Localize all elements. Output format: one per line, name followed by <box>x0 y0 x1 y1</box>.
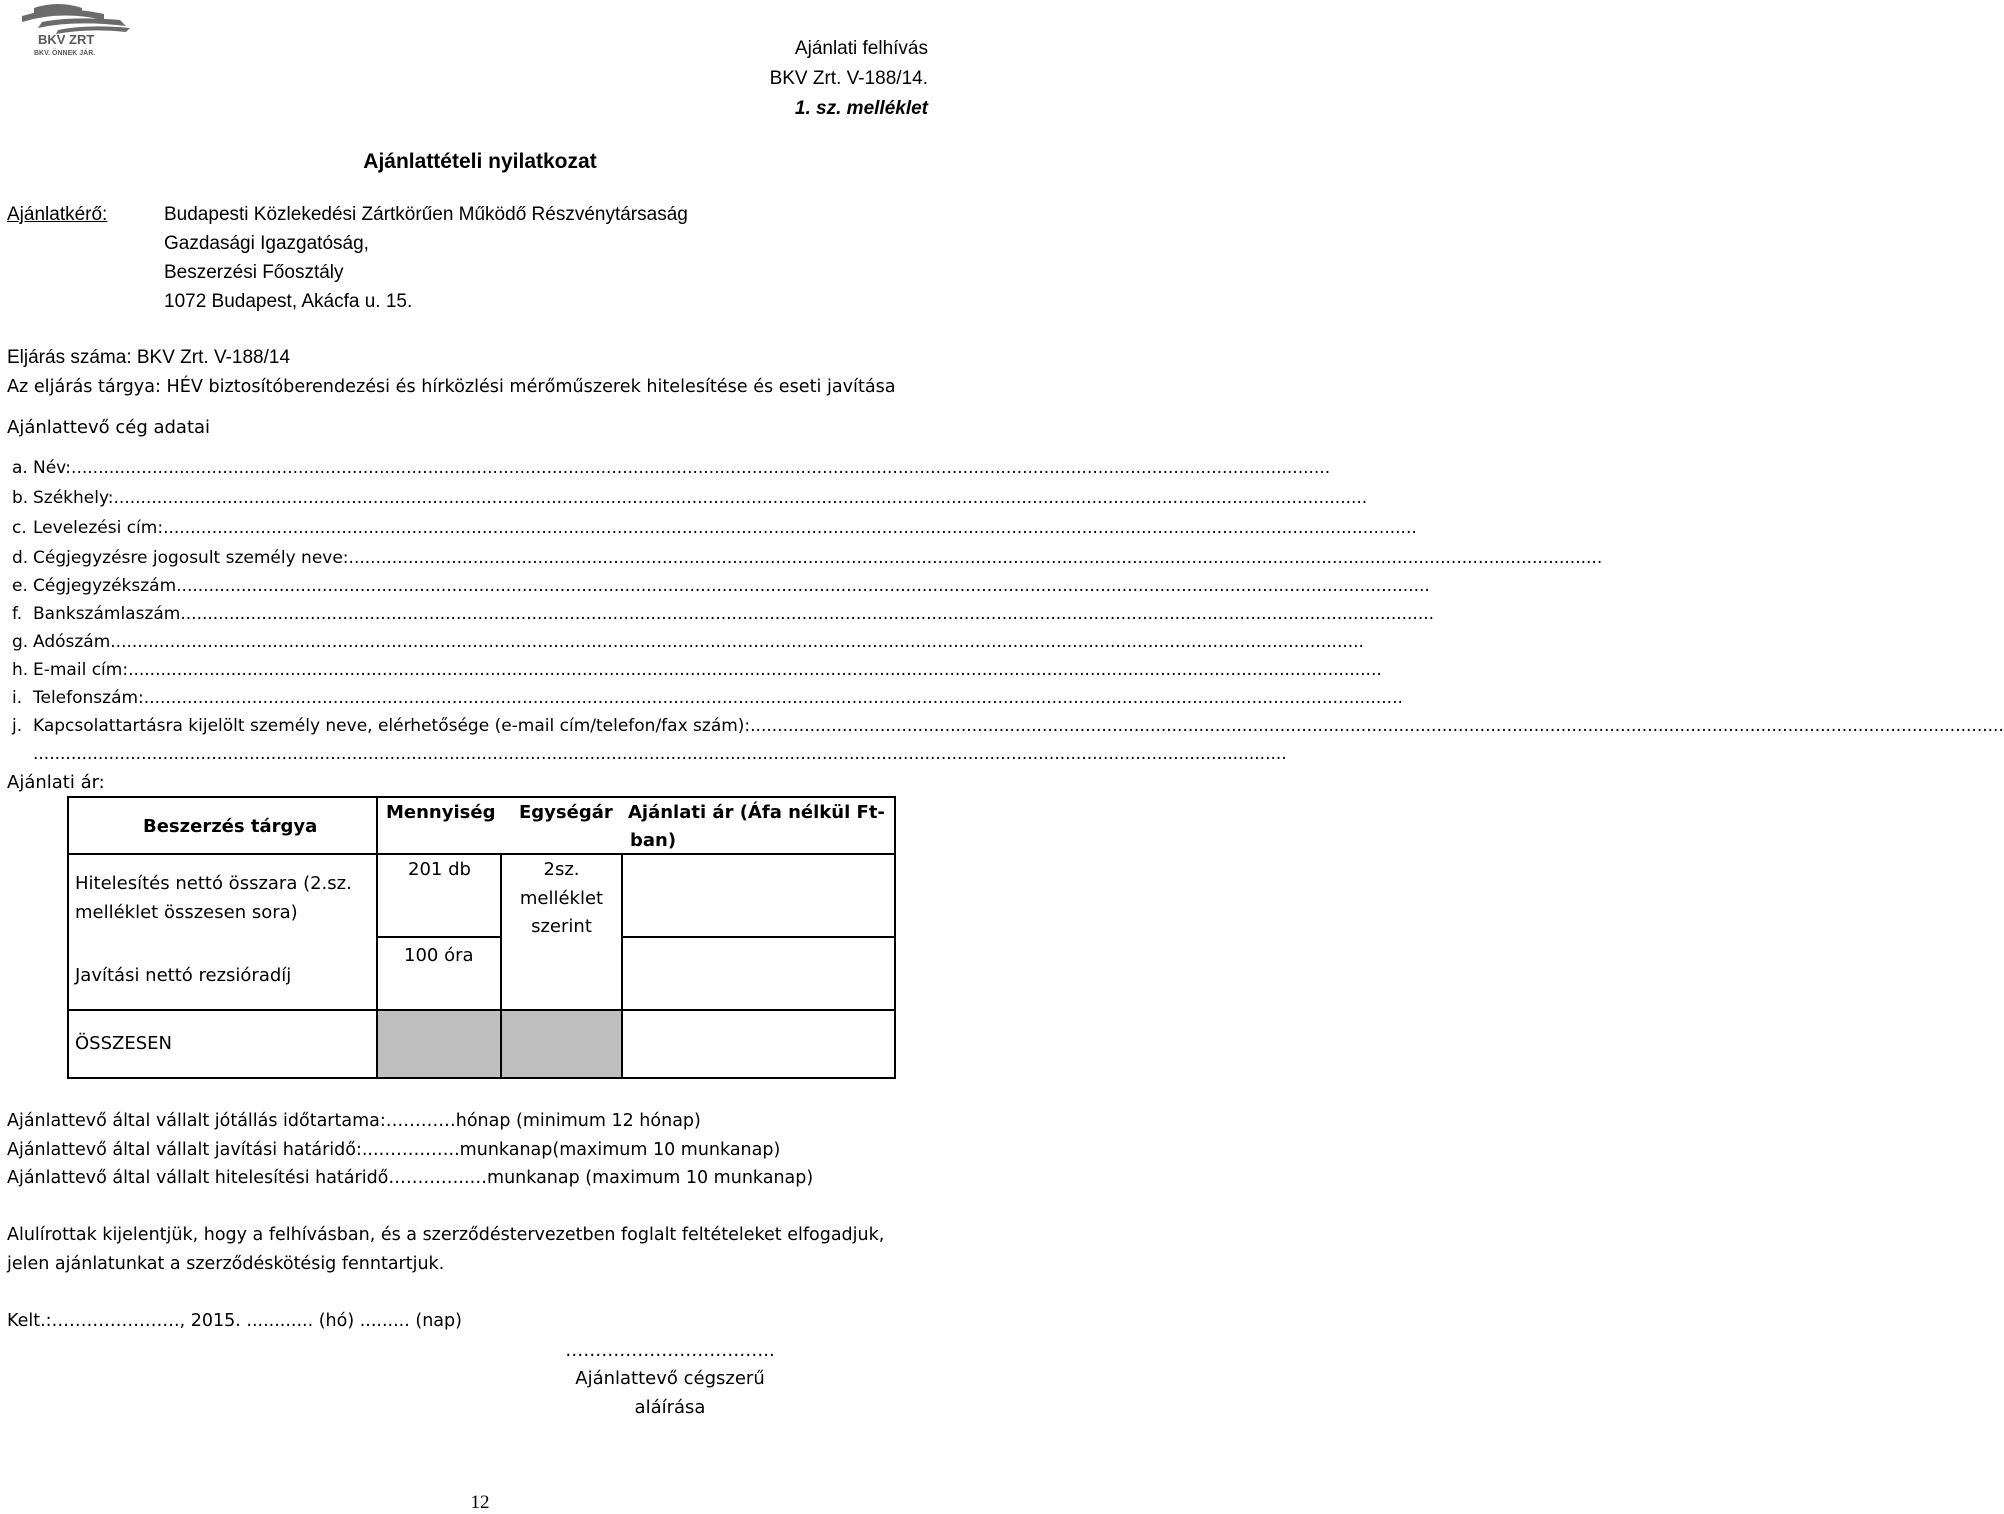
table-border-bottom <box>67 1077 896 1079</box>
requester-line: Beszerzési Főosztály <box>164 262 344 283</box>
fill-dots[interactable]: ........................................................................................................................................................................................................................................ <box>180 604 1435 624</box>
fill-dots[interactable]: ........................................................................................................................................................................................................................................ <box>143 688 1398 708</box>
table-border-right <box>894 796 896 1079</box>
company-field-phone <box>12 688 1403 710</box>
row-subject-repair: Javítási nettó rezsióradíj <box>75 965 292 986</box>
row-quantity-certification: 201 db <box>408 859 471 880</box>
field-tail: . <box>1397 688 1403 708</box>
field-letter: f. <box>12 604 23 624</box>
field-tail: . <box>1324 458 1331 478</box>
page-number: 12 <box>470 1492 490 1513</box>
logo-tagline: BKV. ÖNNEK JÁR. <box>34 50 96 57</box>
row-unit-price-note: melléklet <box>519 888 604 909</box>
fill-dots[interactable]: ........................................................................................................................................................................................................................................ <box>33 744 1287 764</box>
contact-continuation-line <box>33 744 1287 766</box>
header-reference: BKV Zrt. V-188/14. <box>769 68 928 89</box>
requester-line: Budapesti Közlekedési Zártkörűen Működő Részvénytársaság <box>164 204 688 225</box>
field-label: E-mail cím: <box>33 660 129 680</box>
table-column-separator <box>500 853 502 1079</box>
fill-dots[interactable]: ........................................................................................................................................................................................................................................ <box>750 716 2004 736</box>
signature-dots: …………………………….. <box>565 1340 775 1361</box>
header-subject: Beszerzés tárgya <box>143 816 318 837</box>
field-label: Kapcsolattartásra kijelölt személy neve, elérhetősége (e-mail cím/telefon/fax szám): <box>33 716 751 736</box>
table-total-separator <box>67 1009 896 1011</box>
fill-dots[interactable]: ........................................................................................................................................................................................................................................ <box>113 488 1368 508</box>
fill-dots[interactable]: ........................................................................................................................................................................................................................................ <box>110 632 1364 652</box>
field-letter: b. <box>12 488 29 508</box>
row-subject-certification: Hitelesítés nettó összara (2.sz. <box>75 873 352 894</box>
fill-dots[interactable]: ........................................................................................................................................................................................................................................ <box>163 518 1417 538</box>
procedure-subject: Az eljárás tárgya: HÉV biztosítóberendezési és hírközlési mérőműszerek hitelesítése és eseti javítása <box>7 377 896 397</box>
price-table <box>67 796 896 1079</box>
requester-line: 1072 Budapest, Akácfa u. 15. <box>164 291 413 312</box>
row-unit-price-note: szerint <box>531 916 592 937</box>
company-field-mailing-address <box>12 518 1417 540</box>
requester-line: Gazdasági Igazgatóság, <box>164 233 369 254</box>
signature-label: Ajánlattevő cégszerű <box>575 1368 765 1389</box>
declaration-line: Alulírottak kijelentjük, hogy a felhívásban, és a szerződéstervezetben foglalt feltételeket elfogadjuk, <box>7 1225 885 1245</box>
field-letter: a. <box>12 458 28 478</box>
header-annex: 1. sz. melléklet <box>794 98 928 119</box>
requester-label: Ajánlatkérő: <box>7 204 108 225</box>
field-letter: e. <box>12 576 28 596</box>
logo-text: BKV ZRT <box>38 32 95 47</box>
company-field-tax-number <box>12 632 1364 654</box>
row-quantity-repair: 100 óra <box>404 945 474 966</box>
repair-deadline-commitment: Ajánlattevő által vállalt javítási határidő:...…………..munkanap(maximum 10 munkanap) <box>7 1140 781 1160</box>
header-doc-type: Ajánlati felhívás <box>794 38 928 59</box>
field-label: Bankszámlaszám <box>33 604 181 624</box>
field-letter: i. <box>12 688 23 708</box>
total-label: ÖSSZESEN <box>75 1033 172 1054</box>
company-field-email <box>12 660 1382 682</box>
fill-dots[interactable]: ........................................................................................................................................................................................................................................ <box>348 548 1603 568</box>
table-row-separator <box>377 936 501 938</box>
bidder-data-heading: Ajánlattevő cég adatai <box>7 417 211 438</box>
company-field-contact-person <box>12 716 2004 738</box>
total-quantity-cell-shaded <box>377 1010 501 1079</box>
row-subject-certification-continued: melléklet összesen sora) <box>75 902 298 923</box>
field-label: Cégjegyzékszám <box>33 576 177 596</box>
table-border-top <box>67 796 896 798</box>
company-field-seat <box>12 488 1368 510</box>
table-header-separator <box>67 853 896 855</box>
company-field-bank-account <box>12 604 1435 626</box>
procedure-number: Eljárás száma: BKV Zrt. V-188/14 <box>7 347 291 368</box>
price-label: Ajánlati ár: <box>7 772 105 793</box>
field-label: Telefonszám: <box>33 688 144 708</box>
field-letter: g. <box>12 632 29 652</box>
declaration-line: jelen ajánlatunkat a szerződéskötésig fenntartjuk. <box>7 1254 445 1274</box>
field-label: Név: <box>33 458 72 478</box>
field-letter: j. <box>12 716 23 736</box>
fill-dots[interactable]: ........................................................................................................................................................................................................................................ <box>176 576 1430 596</box>
field-label: Levelezési cím: <box>33 518 164 538</box>
header-offer-price: Ajánlati ár (Áfa nélkül Ft- <box>628 802 885 823</box>
table-row-separator <box>622 936 894 938</box>
field-label: Székhely: <box>33 488 114 508</box>
fill-dots[interactable]: ........................................................................................................................................................................................................................................ <box>128 660 1382 680</box>
header-quantity: Mennyiség <box>386 802 496 823</box>
field-label: Cégjegyzésre jogosult személy neve: <box>33 548 349 568</box>
document-title: Ajánlattételi nyilatkozat <box>363 150 597 173</box>
company-field-name <box>12 458 1331 480</box>
total-unit-price-cell-shaded <box>501 1010 622 1079</box>
table-border-left <box>67 796 69 1079</box>
date-line: Kelt.:…………………., 2015. ............ (hó) ......... (nap) <box>7 1311 462 1331</box>
bkv-logo-graphic <box>8 2 132 58</box>
row-unit-price-note: 2sz. <box>543 859 580 880</box>
company-field-registration-number <box>12 576 1430 598</box>
signature-label-continued: aláírása <box>634 1397 706 1418</box>
table-column-separator <box>621 853 623 1079</box>
fill-dots[interactable]: ........................................................................................................................................................................................................................................ <box>71 458 1325 478</box>
header-unit-price: Egységár <box>519 802 613 823</box>
certification-deadline-commitment: Ajánlattevő által vállalt hitelesítési határidő…………..…munkanap (maximum 10 munkanap) <box>7 1168 814 1188</box>
field-letter: c. <box>12 518 27 538</box>
warranty-commitment: Ajánlattevő által vállalt jótállás időtartama:…………hónap (minimum 12 hónap) <box>7 1111 701 1131</box>
bkv-logo <box>8 2 132 58</box>
field-letter: d. <box>12 548 29 568</box>
company-field-signatory <box>12 548 1603 570</box>
field-letter: h. <box>12 660 29 680</box>
field-label: Adószám <box>33 632 111 652</box>
header-offer-price-continued: ban) <box>630 830 677 851</box>
